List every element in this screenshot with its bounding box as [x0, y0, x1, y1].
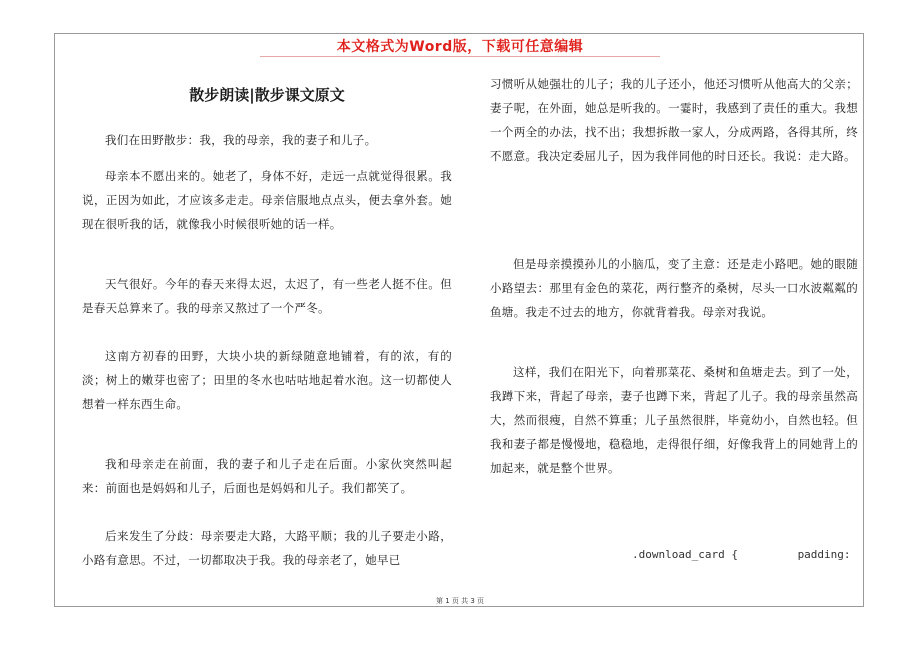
- page-number: 第 1 页 共 3 页: [435, 597, 485, 605]
- paragraph: 这样，我们在阳光下，向着那菜花、桑树和鱼塘走去。到了一处，我蹲下来，背起了母亲，妻子也蹲下来，背起了儿子。我的母亲虽然高大，然而很瘦，自然不算重；儿子虽然很胖，毕竟幼小，自然也轻。但我和妻子都是慢慢地，稳稳地，走得很仔细，好像我背上的同她背上的加起来，就是整个世界。: [490, 365, 858, 475]
- paragraph: 我和母亲走在前面，我的妻子和儿子走在后面。小家伙突然叫起来：前面也是妈妈和儿子，后面也是妈妈和儿子。我们都笑了。: [82, 457, 452, 495]
- paragraph: 我们在田野散步：我，我的母亲，我的妻子和儿子。: [105, 133, 377, 147]
- stray-css-snippet: .download_card { padding:: [632, 548, 851, 561]
- paragraph: 习惯听从她强壮的儿子；我的儿子还小，他还习惯听从他高大的父亲；妻子呢，在外面，她总是听我的。一霎时，我感到了责任的重大。我想一个两全的办法，找不出；我想拆散一家人，分成两路，各得其所，终不愿意。我决定委屈儿子，因为我伴同他的时日还长。我说：走大路。: [490, 77, 858, 163]
- paragraph: 但是母亲摸摸孙儿的小脑瓜，变了主意：还是走小路吧。她的眼随小路望去：那里有金色的菜花，两行整齐的桑树，尽头一口水波粼粼的鱼塘。我走不过去的地方，你就背着我。母亲对我说。: [490, 257, 858, 319]
- format-banner: 本文格式为Word版，下载可任意编辑: [336, 39, 584, 55]
- banner-divider: [260, 56, 660, 57]
- paragraph: 这南方初春的田野，大块小块的新绿随意地铺着，有的浓，有的淡；树上的嫩芽也密了；田里的冬水也咕咕地起着水泡。这一切都使人想着一样东西生命。: [82, 349, 452, 411]
- paragraph: 后来发生了分歧：母亲要走大路，大路平顺；我的儿子要走小路，小路有意思。不过，一切都取决于我。我的母亲老了，她早已: [82, 529, 452, 567]
- paragraph: 天气很好。今年的春天来得太迟，太迟了，有一些老人挺不住。但是春天总算来了。我的母亲又熬过了一个严冬。: [82, 277, 452, 315]
- paragraph: 母亲本不愿出来的。她老了，身体不好，走远一点就觉得很累。我说，正因为如此，才应该多走走。母亲信服地点点头，便去拿外套。她现在很听我的话，就像我小时候很听她的话一样。: [82, 169, 452, 231]
- document-title: 散步朗读|散步课文原文: [189, 86, 345, 104]
